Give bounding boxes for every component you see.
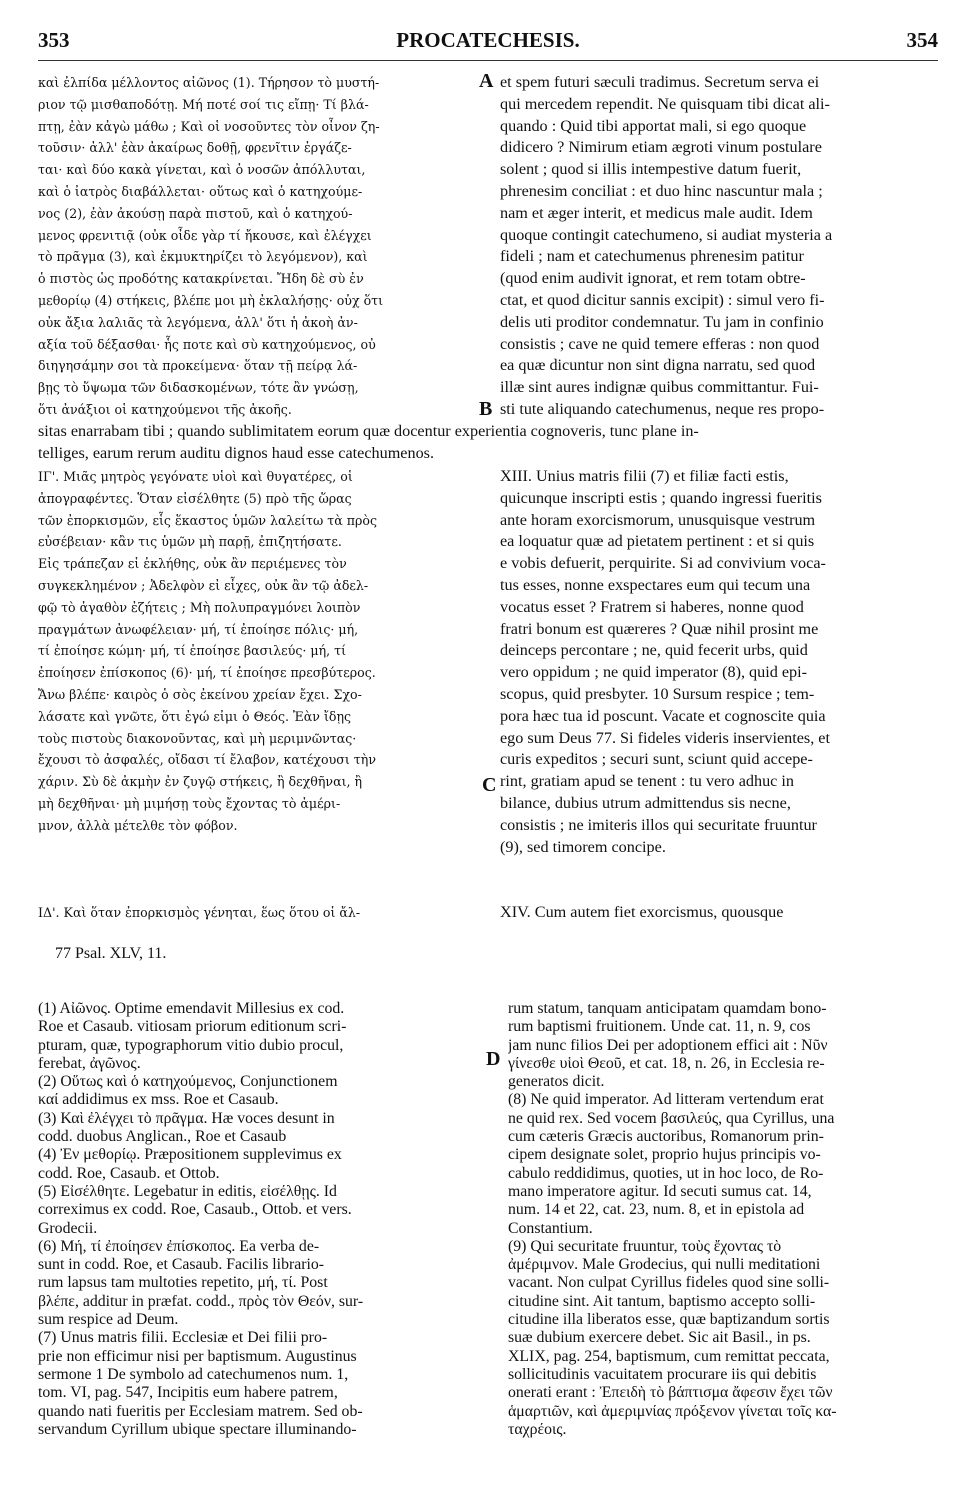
footnote-line: ἀμέριμνον. Male Grodecius, qui nulli meditationi	[508, 1256, 821, 1274]
footnote-line: (2) Οὕτως καὶ ὁ κατηχούμενος, Conjunctionem	[38, 1073, 338, 1091]
greek-line: αξία τοῦ δέξασθαι· ἧς ποτε καὶ σὺ κατηχούμενος, οὐ	[38, 336, 376, 352]
footnote-line: suæ dubium exercere debet. Sic ait Basil., in ps.	[508, 1329, 811, 1347]
latin-full-width	[38, 421, 938, 465]
latin-line: (9), sed timorem concipe.	[500, 837, 666, 856]
latin-line: ego sum Deus 77. Si fideles videris inservientes, et	[500, 728, 830, 747]
footnote-line: (5) Εἰσέλθητε. Legebatur in editis, εἰσέλθῃς. Id	[38, 1182, 337, 1200]
latin-line: fideli ; nam et catechumenus phrenesim patitur	[500, 247, 804, 266]
latin-line: pora hæc tua id poscunt. Vacate et cognoscite quia	[500, 706, 826, 725]
footnote-line: num. 14 et 22, cat. 23, num. 8, et in epistola ad	[508, 1201, 805, 1219]
footnote-line: ferebat, ἀγῶνος.	[38, 1054, 141, 1072]
footnote-line: sum respice ad Deum.	[38, 1311, 179, 1329]
latin-line: sitas enarrabam tibi ; quando sublimitatem eorum quæ docentur experientia cognoveris, tunc plane in-	[38, 422, 699, 440]
latin-line: quando : Quid tibi apportat mali, si ego quoque	[500, 116, 807, 135]
footnote-line: pturam, quæ, typographorum vitio dubio procul,	[38, 1036, 344, 1054]
footnote-line: cum cæteris Græcis auctoribus, Romanorum prin-	[508, 1128, 824, 1146]
greek-section-14-start	[38, 902, 478, 924]
footnote-line: XLIX, pag. 254, baptismum, cum remittat peccata,	[508, 1347, 830, 1365]
latin-line: quoque contingit catechumeno, si audiat mysteria a	[500, 225, 833, 244]
greek-line: μενος φρενιτιᾷ (οὐκ οἶδε γὰρ τί ἤκουσε, καὶ ἐλέγχει	[38, 227, 372, 243]
greek-line: ἀπογραφέντες. Ὅταν εἰσέλθητε (5) πρὸ τῆς ὥρας	[38, 490, 352, 506]
latin-line: deinceps percontare ; ne, quid fecerit urbs, quid	[500, 641, 808, 660]
greek-line: συγκεκλημένον ; Ἀδελφὸν εἰ εἶχες, οὐκ ἂν τῷ ἀδελ-	[38, 577, 369, 593]
greek-line: ὁ πιστὸς ὡς προδότης κατακρίνεται. Ἤδη δὲ σὺ ἐν	[38, 271, 364, 287]
greek-line: τῶν ἐπορκισμῶν, εἷς ἕκαστος ὑμῶν λαλείτω τὰ πρὸς	[38, 512, 378, 528]
footnote-line: (4) Ἐν μεθορίῳ. Præpositionem supplevimus ex	[38, 1146, 342, 1164]
greek-line: οὐκ ἄξια λαλιᾶς τὰ λεγόμενα, ἀλλ' ὅτι ἡ ἀκοὴ ἀν-	[38, 314, 358, 330]
footnote-line: cipem designate solet, proprio hujus principis vo-	[508, 1146, 821, 1164]
greek-line: τὸ πρᾶγμα (3), καὶ ἐκμυκτηρίζει τὸ λεγόμενον), καὶ	[38, 249, 368, 265]
latin-line: telliges, earum rerum auditu dignos haud esse catechumenos.	[38, 443, 435, 462]
footnote-line: (7) Unus matris filii. Ecclesiæ et Dei filii pro-	[38, 1329, 328, 1347]
latin-line: curis expeditos ; securi sunt, sciunt quid accepe-	[500, 750, 813, 769]
latin-line: consistis ; cave ne quid temere efferas : non quod	[500, 334, 820, 353]
latin-line: (quod enim audivit ignorat, et rem totam obtre-	[500, 269, 806, 288]
footnote-line: cabulo reddidimus, quoties, ut in hoc loco, de Ro-	[508, 1164, 824, 1182]
latin-line: bilance, dubius utrum admittendus sis necne,	[500, 793, 791, 812]
latin-line: consistis ; ne imiteris illos qui securitate fruuntur	[500, 815, 817, 834]
latin-line: ea loquatur quæ ad pietatem pertinent : et si quis	[500, 532, 815, 551]
latin-line: XIII. Unius matris filii (7) et filiæ facti estis,	[500, 467, 789, 485]
left-page-number: 353	[38, 28, 70, 52]
footnote-line: prie non efficimur nisi per baptismum. Augustinus	[38, 1347, 357, 1365]
greek-line: βῃς τὸ ὕψωμα τῶν διδασκομένων, τότε ἂν γνώσῃ,	[38, 380, 359, 396]
greek-line: τί ἐποίησε κώμη· μή, τί ἐποίησε βασιλεύς· μή, τί	[38, 643, 347, 659]
greek-line: πραγμάτων ἀνωφέλειαν· μή, τί ἐποίησε πόλις· μή,	[38, 621, 359, 637]
greek-line: ριον τῷ μισθαποδότῃ. Μή ποτέ σοί τις εἴπῃ· Τί βλά-	[38, 96, 369, 112]
footnote-line: tom. VI, pag. 547, Incipitis eum habere patrem,	[38, 1384, 338, 1402]
page-header	[38, 28, 938, 56]
footnote-line: citudine illa liberatos esse, quæ baptizandum sortis	[508, 1311, 830, 1329]
greek-line: νος (2), ἐὰν ἀκούσῃ παρὰ πιστοῦ, καὶ ὁ κατηχού-	[38, 205, 353, 221]
footnote-line: ταχρέοις.	[508, 1420, 567, 1438]
latin-column-section-13	[500, 466, 940, 858]
running-title: PROCATECHESIS.	[396, 28, 580, 52]
scripture-reference: 77 Psal. XLV, 11.	[55, 945, 167, 962]
latin-line: qui mercedem rependit. Ne quisquam tibi dicat ali-	[500, 94, 830, 113]
footnotes-right-column	[508, 1000, 944, 1439]
greek-line: ὅτι ἀνάξιοι οἱ κατηχούμενοι τῆς ἀκοῆς.	[38, 401, 292, 417]
latin-column-top	[500, 72, 940, 421]
latin-line: vocatus esset ? Fratrem si haberes, nonne quod	[500, 597, 804, 616]
footnote-line: jam nunc filios Dei per adoptionem effici ait : Νῦν	[508, 1036, 828, 1054]
latin-line: sti tute aliquando catechumenus, neque res propo-	[500, 399, 825, 418]
footnote-line: quando nati fueritis per Ecclesiam matrem. Sed ob-	[38, 1402, 363, 1420]
greek-line: Ἄνω βλέπε· καιρὸς ὁ σὸς ἐκείνου χρείαν ἔχει. Σχο-	[38, 686, 362, 702]
greek-line: μνον, ἀλλὰ μέτελθε τὸν φόβον.	[38, 817, 238, 833]
right-page-number: 354	[906, 28, 938, 52]
footnote-line: (6) Μή, τί ἐποίησεν ἐπίσκοπος. Ea verba de-	[38, 1237, 320, 1255]
footnote-line: correximus ex codd. Roe, Casaub., Ottob. et vers.	[38, 1201, 352, 1219]
header-rule	[38, 60, 938, 61]
footnote-line: sunt in codd. Roe, et Casaub. Facilis librario-	[38, 1256, 325, 1274]
greek-line: καὶ ἐλπίδα μέλλοντος αἰῶνος (1). Τήρησον τὸ μυστή-	[38, 75, 380, 90]
latin-line: rint, gratiam apud se tenent : tu vero adhuc in	[500, 772, 794, 791]
footnote-line: ne quid rex. Sed vocem βασιλεύς, qua Cyrillus, una	[508, 1109, 835, 1127]
greek-column-section-13	[38, 466, 478, 837]
greek-line: μὴ δεχθῆναι· μὴ μιμήσῃ τοὺς ἔχοντας τὸ ἀμέρι-	[38, 795, 341, 811]
footnote-line: rum baptismi fruitionem. Unde cat. 11, n. 9, cos	[508, 1018, 811, 1036]
greek-line: τοὺς πιστοὺς διακονοῦντας, καὶ μὴ μεριμνῶντας·	[38, 730, 357, 746]
footnote-line: (9) Qui securitate fruuntur, τοὺς ἔχοντας τὸ	[508, 1237, 782, 1255]
latin-line: didicero ? Nimirum etiam ægroti vinum postulare	[500, 138, 822, 157]
greek-line: εὐσέβειαν· κἂν τις ὑμῶν μὴ παρῇ, ἐπιζητήσατε.	[38, 534, 342, 550]
latin-line: delis uti proditor condemnatur. Tu jam in confinio	[500, 312, 824, 331]
greek-line: καὶ ὁ ἰατρὸς διαβάλλεται· οὕτως καὶ ὁ κατηχούμε-	[38, 183, 363, 199]
greek-line: χάριν. Σὺ δὲ ἀκμὴν ἐν ζυγῷ στήκεις, ἢ δεχθῆναι, ἢ	[38, 774, 363, 790]
footnote-line: Roe et Casaub. vitiosam priorum editionum scri-	[38, 1018, 347, 1036]
footnote-line: Grodecii.	[38, 1219, 98, 1237]
footnote-line: ἁμαρτιῶν, καὶ ἀμεριμνίας πρόξενον γίνεται τοῖς κα-	[508, 1402, 837, 1420]
margin-marker-c: C	[482, 774, 497, 796]
footnotes-left-column	[38, 1000, 496, 1439]
greek-line: ΙΓ'. Μιᾶς μητρὸς γεγόνατε υἱοὶ καὶ θυγατέρες, οἱ	[38, 469, 353, 484]
greek-column-top	[38, 72, 478, 421]
footnote-line: Constantium.	[508, 1219, 593, 1237]
greek-line: λάσατε καὶ γνῶτε, ὅτι ἐγώ εἰμι ὁ Θεός. Ἐὰν ἴδῃς	[38, 708, 352, 724]
greek-line: Εἰς τράπεζαν εἰ ἐκλήθης, οὐκ ἂν περιέμενες τὸν	[38, 556, 347, 572]
margin-marker-a: A	[479, 70, 494, 92]
margin-marker-d: D	[486, 1048, 501, 1070]
footnote-line: καί addidimus ex mss. Roe et Casaub.	[38, 1091, 279, 1109]
footnote-line: servandum Cyrillum ubique spectare illuminando-	[38, 1420, 357, 1438]
footnote-line: (8) Ne quid imperator. Ad litteram vertendum erat	[508, 1091, 824, 1109]
footnote-line: generatos dicit.	[508, 1073, 605, 1091]
footnote-line: mano imperatore agitur. Id secuti sumus cat. 14,	[508, 1182, 812, 1200]
greek-line: ται· καὶ δύο κακὰ γίνεται, καὶ ὁ νοσῶν ἀπόλλυται,	[38, 162, 366, 178]
margin-marker-b: B	[479, 398, 493, 420]
latin-line: quicunque inscripti estis ; quando ingressi fueritis	[500, 488, 822, 507]
footnote-line: (3) Καὶ ἐλέγχει τὸ πρᾶγμα. Hæ voces desunt in	[38, 1109, 335, 1127]
latin-line: fratri bonum est quæreres ? Quæ nihil prosint me	[500, 619, 819, 638]
footnote-line: onerati erant : Ἐπειδὴ τὸ βάπτισμα ἄφεσιν ἔχει τῶν	[508, 1384, 833, 1402]
footnote-line: codd. Roe, Casaub. et Ottob.	[38, 1164, 220, 1182]
footnote-line: citudine sint. Ait tantum, baptismo accepto solli-	[508, 1292, 816, 1310]
footnote-line: βλέπε, additur in præfat. codd., πρὸς τὸν Θεόν, sur-	[38, 1292, 364, 1310]
greek-line: μεθορίῳ (4) στήκεις, βλέπε μοι μὴ ἐκλαλήσῃς· οὐχ ὅτι	[38, 292, 384, 308]
greek-line: φῷ τὸ ἀγαθὸν ἐζήτεις ; Μὴ πολυπραγμόνει λοιπὸν	[38, 599, 361, 615]
latin-line: e vobis defuerit, perquirite. Si ad convivium voca-	[500, 554, 826, 573]
footnote-line: γίνεσθε υἱοὶ Θεοῦ, et cat. 18, n. 26, in Ecclesia re-	[508, 1054, 825, 1072]
greek-line: τοῦσιν· ἀλλ' ἐὰν ἀκαίρως δοθῇ, φρενῖτιν ἐργάζε-	[38, 140, 352, 156]
latin-section-14-start	[500, 902, 940, 924]
greek-line: πτῃ, ἐὰν κἀγὼ μάθω ; Καὶ οἱ νοσοῦντες τὸν οἶνον ζη-	[38, 118, 380, 134]
latin-line: ea quæ dicuntur non sint digna narratu, sed quod	[500, 356, 816, 375]
latin-line: ante horam exorcismorum, unusquisque vestrum	[500, 510, 816, 529]
footnote-line: sermone 1 De symbolo ad catechumenos num. 1,	[38, 1365, 349, 1383]
greek-line: ΙΔ'. Καὶ ὅταν ἐπορκισμὸς γένηται, ἕως ὅτου οἱ ἄλ-	[38, 905, 361, 920]
latin-line: phrenesim conciliat : et duo hinc nascuntur mala ;	[500, 181, 823, 200]
footnote-line: codd. duobus Anglican., Roe et Casaub	[38, 1128, 287, 1146]
latin-line: nam et æger interit, et medicus male audit. Idem	[500, 203, 813, 222]
latin-line: ctat, et quod dicitur sannis excipit) : simul vero fi-	[500, 290, 825, 309]
latin-line: illæ sint aures indignæ quibus committantur. Fui-	[500, 378, 819, 397]
greek-line: ἐποίησεν ἐπίσκοπος (6)· μή, τί ἐποίησε πρεσβύτερος.	[38, 665, 376, 681]
latin-line: solent ; quod si illis intempestive datum fuerit,	[500, 160, 802, 179]
footnote-line: sollicitudinis vacuitatem procurare iis qui debitis	[508, 1365, 817, 1383]
footnote-line: rum lapsus tam multoties repetito, μή, τί. Post	[38, 1274, 328, 1292]
greek-line: ἔχουσι τὸ ἀσφαλές, οἴδασι τί ἔλαβον, κατέχουσι τὴν	[38, 752, 376, 768]
footnote-line: rum statum, tanquam anticipatam quamdam bono-	[508, 1000, 827, 1017]
latin-line: vero oppidum ; ne quid imperator (8), quid epi-	[500, 663, 808, 682]
latin-line: XIV. Cum autem fiet exorcismus, quousque	[500, 903, 784, 921]
greek-line: διηγησάμην σοι τὰ προκείμενα· ὅταν τῇ πείρᾳ λά-	[38, 358, 358, 374]
footnote-line: vacant. Non culpat Cyrillus fideles quod sine solli-	[508, 1274, 830, 1292]
latin-line: scopus, quid presbyter. 10 Sursum respice ; tem-	[500, 684, 815, 703]
latin-line: et spem futuri sæculi tradimus. Secretum serva ei	[500, 73, 820, 91]
latin-line: tus esses, nonne exspectares eum qui tecum una	[500, 575, 811, 594]
footnote-line: (1) Αἰῶνος. Optime emendavit Millesius ex cod.	[38, 1000, 345, 1017]
